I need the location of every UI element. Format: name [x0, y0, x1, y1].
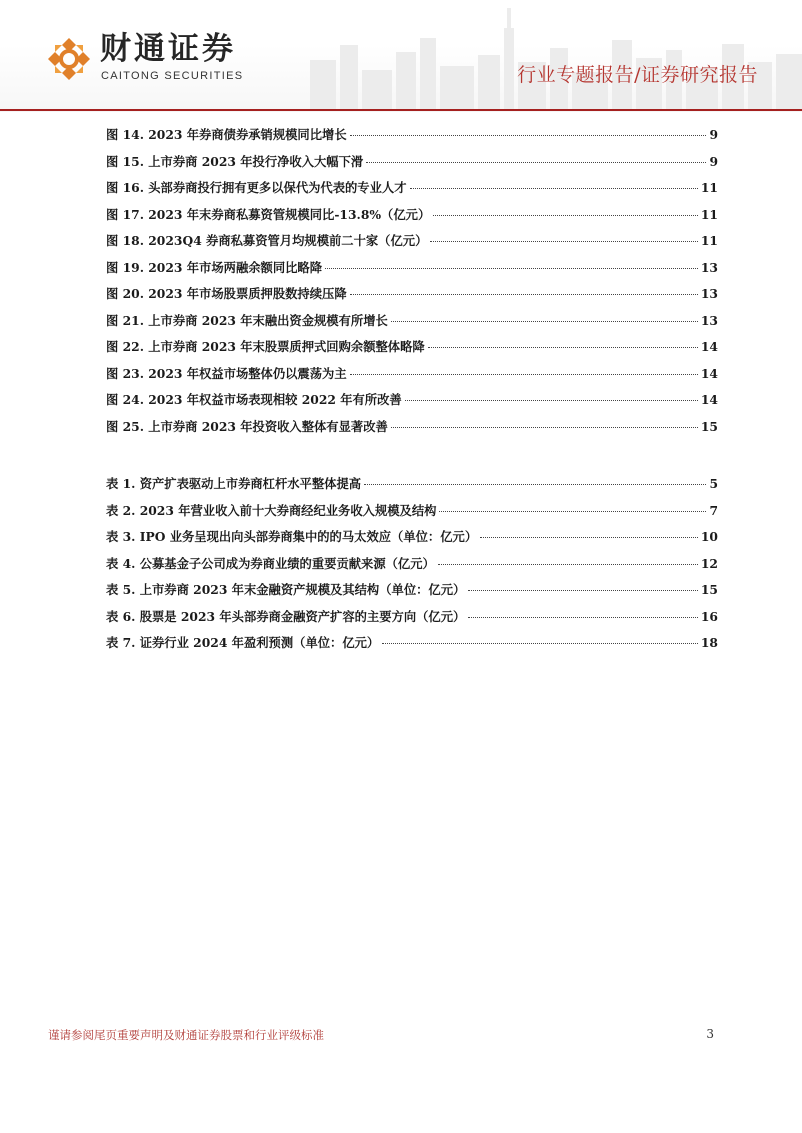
toc-entry-page: 13 — [700, 259, 718, 275]
toc-entry-page: 12 — [700, 555, 718, 571]
toc-leader-dots — [410, 187, 698, 189]
toc-entry-title: 表 7. 证券行业 2024 年盈利预测（单位：亿元） — [106, 635, 380, 650]
toc-leader-dots — [480, 536, 698, 538]
toc-entry-title: 图 22. 上市券商 2023 年末股票质押式回购余额整体略降 — [106, 339, 425, 354]
toc-entry-figure[interactable] — [106, 231, 718, 258]
toc-entry-page: 13 — [700, 286, 718, 301]
toc-entry-figure[interactable] — [106, 390, 718, 417]
toc-entry-table[interactable] — [106, 474, 718, 501]
toc-leader-dots — [364, 483, 706, 485]
toc-entry-figure[interactable] — [106, 284, 718, 311]
footer-disclaimer: 谨请参阅尾页重要声明及财通证券股票和行业评级标准 — [48, 1028, 324, 1042]
toc-entry-page: 5 — [709, 476, 718, 491]
figure-list — [106, 125, 718, 443]
toc-leader-dots — [350, 293, 698, 295]
toc-entry-page: 7 — [709, 502, 718, 518]
page-number: 3 — [706, 1027, 714, 1041]
toc-entry-title: 表 2. 2023 年营业收入前十大券商经纪业务收入规模及结构 — [106, 502, 437, 518]
toc-leader-dots — [325, 267, 698, 269]
toc-entry-table[interactable] — [106, 554, 718, 581]
toc-leader-dots — [366, 161, 706, 163]
caitong-logo-icon — [46, 36, 92, 82]
toc-leader-dots — [405, 399, 698, 401]
toc-entry-figure[interactable] — [106, 364, 718, 391]
toc-leader-dots — [391, 426, 698, 428]
toc-entry-table[interactable] — [106, 607, 718, 634]
brand-name-cn: 财通证券 — [100, 31, 236, 67]
toc-entry-page: 11 — [700, 206, 718, 222]
page-header — [0, 0, 802, 112]
toc-entry-title: 图 23. 2023 年权益市场整体仍以震荡为主 — [106, 365, 347, 381]
toc-entry-title: 图 14. 2023 年券商债券承销规模同比增长 — [106, 127, 347, 142]
toc-entry-title: 图 24. 2023 年权益市场表现相较 2022 年有所改善 — [106, 392, 402, 407]
toc-entry-title: 图 15. 上市券商 2023 年投行净收入大幅下滑 — [106, 153, 364, 169]
toc-entry-page: 9 — [709, 127, 718, 142]
toc-leader-dots — [391, 320, 698, 322]
toc-entry-table[interactable] — [106, 580, 718, 607]
toc-leader-dots — [382, 642, 698, 644]
toc-entry-page: 13 — [700, 312, 718, 328]
toc-entry-page: 11 — [700, 233, 718, 248]
toc-entry-figure[interactable] — [106, 311, 718, 338]
toc-entry-title: 图 16. 头部券商投行拥有更多以保代为代表的专业人才 — [106, 180, 407, 195]
toc-entry-table[interactable] — [106, 633, 718, 660]
toc-leader-dots — [468, 589, 698, 591]
toc-entry-title: 表 5. 上市券商 2023 年末金融资产规模及其结构（单位：亿元） — [106, 582, 466, 597]
toc-entry-figure[interactable] — [106, 417, 718, 444]
report-type-label: 行业专题报告/证券研究报告 — [517, 64, 758, 86]
toc-leader-dots — [439, 510, 706, 512]
city-skyline-image — [300, 0, 802, 110]
toc-entry-page: 14 — [700, 392, 718, 407]
toc-leader-dots — [433, 214, 698, 216]
toc-entry-figure[interactable] — [106, 178, 718, 205]
brand-name-en: CAITONG SECURITIES — [101, 70, 244, 82]
toc-entry-title: 图 17. 2023 年末券商私募资管规模同比-13.8%（亿元） — [106, 206, 431, 222]
toc-entry-title: 图 18. 2023Q4 券商私募资管月均规模前二十家（亿元） — [106, 233, 428, 248]
toc-entry-title: 图 21. 上市券商 2023 年末融出资金规模有所增长 — [106, 312, 388, 328]
toc-leader-dots — [350, 134, 707, 136]
toc-entry-title: 图 20. 2023 年市场股票质押股数持续压降 — [106, 286, 347, 301]
toc-entry-page: 15 — [700, 418, 718, 434]
toc-entry-figure[interactable] — [106, 152, 718, 179]
toc-entry-page: 14 — [700, 365, 718, 381]
toc-entry-figure[interactable] — [106, 337, 718, 364]
toc-entry-title: 表 3. IPO 业务呈现出向头部券商集中的的马太效应（单位：亿元） — [106, 529, 478, 544]
toc-entry-title: 表 1. 资产扩表驱动上市券商杠杆水平整体提高 — [106, 476, 362, 491]
toc-leader-dots — [438, 563, 698, 565]
toc-entry-figure[interactable] — [106, 125, 718, 152]
toc-entry-title: 图 19. 2023 年市场两融余额同比略降 — [106, 259, 323, 275]
toc-entry-page: 10 — [700, 529, 718, 544]
toc-entry-figure[interactable] — [106, 258, 718, 285]
header-rule — [0, 109, 802, 111]
toc-entry-page: 16 — [700, 608, 718, 624]
toc-leader-dots — [468, 616, 698, 618]
toc-entry-page: 14 — [700, 339, 718, 354]
toc-entry-table[interactable] — [106, 501, 718, 528]
toc-entry-title: 图 25. 上市券商 2023 年投资收入整体有显著改善 — [106, 418, 388, 434]
toc-entry-page: 15 — [700, 582, 718, 597]
toc-entry-page: 11 — [700, 180, 718, 195]
toc-leader-dots — [428, 346, 698, 348]
toc-entry-title: 表 4. 公募基金子公司成为券商业绩的重要贡献来源（亿元） — [106, 555, 435, 571]
toc-entry-figure[interactable] — [106, 205, 718, 232]
toc-leader-dots — [430, 240, 698, 242]
toc-entry-title: 表 6. 股票是 2023 年头部券商金融资产扩容的主要方向（亿元） — [106, 608, 466, 624]
table-list — [106, 474, 718, 660]
toc-entry-table[interactable] — [106, 527, 718, 554]
toc-entry-page: 9 — [709, 153, 718, 169]
toc-entry-page: 18 — [700, 635, 718, 650]
toc-leader-dots — [350, 373, 698, 375]
